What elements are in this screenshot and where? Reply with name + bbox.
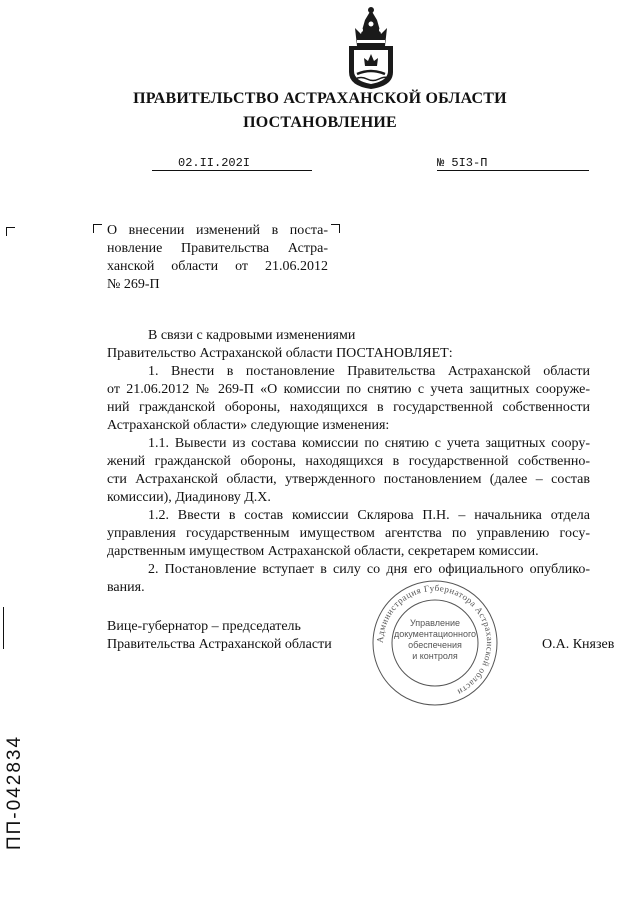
- number-underline: [437, 170, 589, 171]
- official-stamp: [370, 578, 500, 708]
- stamp-line: обеспечения: [408, 640, 462, 650]
- signatory-name: О.А. Князев: [542, 637, 615, 652]
- p1-line-4: Астраханской области» следующие изменения:: [107, 418, 390, 433]
- p1-1-line-1: 1.1. Вывести из состава комиссии по снятию с учета защитных соору-: [148, 436, 590, 451]
- p2-line-2: вания.: [107, 580, 145, 595]
- p1-1-line-3: сти Астраханской области, утвержденного постановлением (далее – состав: [107, 472, 590, 487]
- p1-2-line-3: дарственным имуществом Астраханской области, секретарем комиссии.: [107, 544, 539, 559]
- stamp-line: Управление: [409, 618, 461, 628]
- subject-line-1: О внесении изменений в поста-: [107, 223, 328, 238]
- signature-position-line-1: Вице-губернатор – председатель: [107, 619, 301, 634]
- subject-line-3: ханской области от 21.06.2012: [107, 259, 328, 274]
- subject-line-2: новление Правительства Астра-: [107, 241, 328, 256]
- stamp-line: документационного: [393, 629, 477, 639]
- p1-2-line-2: управления государственным имуществом агентства по управлению госу-: [107, 526, 590, 541]
- intro-line-1: В связи с кадровыми изменениями: [148, 328, 356, 343]
- subject-corner-right: [331, 224, 340, 233]
- p2-line-1: 2. Постановление вступает в силу со дня его официального опублико-: [148, 562, 590, 577]
- coat-of-arms-emblem: [341, 6, 401, 90]
- signature-position-line-2: Правительства Астраханской области: [107, 637, 332, 652]
- subject-line-4: № 269-П: [107, 277, 160, 292]
- intro-line-2: Правительство Астраханской области ПОСТАНОВЛЯЕТ:: [107, 346, 453, 361]
- stamp-line: и контроля: [412, 651, 458, 661]
- subject-corner-left: [93, 224, 102, 233]
- date-underline: [152, 170, 312, 171]
- side-bar-mark: [3, 607, 4, 649]
- p1-line-3: ний гражданской обороны, находящихся в государственной собственности: [107, 400, 590, 415]
- p1-2-line-1: 1.2. Ввести в состав комиссии Склярова П.Н. – начальника отдела: [148, 508, 590, 523]
- document-date: 02.II.202I: [178, 156, 251, 170]
- p1-1-line-2: жений гражданской обороны, находящихся в государственной собственно-: [107, 454, 590, 469]
- doc-type-title: ПОСТАНОВЛЕНИЕ: [243, 114, 397, 131]
- side-serial-code: ПП-042834: [4, 734, 25, 850]
- org-title: ПРАВИТЕЛЬСТВО АСТРАХАНСКОЙ ОБЛАСТИ: [133, 90, 507, 107]
- p1-1-line-4: комиссии), Диадинову Д.Х.: [107, 490, 271, 505]
- document-number: № 5I3-П: [437, 156, 488, 170]
- corner-mark-left: [6, 227, 15, 236]
- p1-line-1: 1. Внести в постановление Правительства Астраханской области: [148, 364, 590, 379]
- stamp-inner-text: [390, 618, 480, 662]
- p1-line-2: от 21.06.2012 № 269-П «О комиссии по снятию с учета защитных сооруже-: [107, 382, 590, 397]
- svg-text:Администрация Губернатора Астр: Администрация Губернатора Астраханской области: [374, 582, 496, 698]
